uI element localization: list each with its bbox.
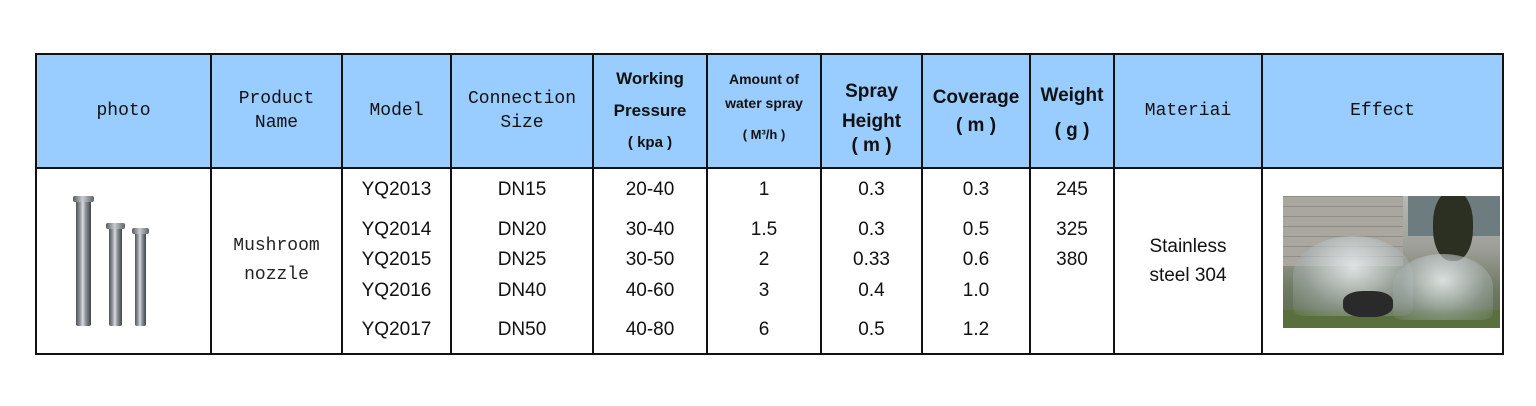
nozzle-large	[76, 200, 91, 326]
weight-value: 325	[1056, 219, 1088, 240]
weight-value: 245	[1056, 179, 1088, 200]
spray-value: 6	[758, 319, 770, 340]
model-value: YQ2013	[361, 179, 432, 200]
fountain-effect-photo	[1283, 196, 1500, 328]
nozzle-photo	[37, 169, 210, 353]
nozzle-medium	[109, 227, 122, 326]
model-value: YQ2014	[361, 219, 432, 240]
pressure-value: 20-40	[625, 179, 675, 200]
connection-value: DN40	[497, 280, 547, 301]
connection-value: DN50	[497, 319, 547, 340]
spray-value: 3	[758, 280, 770, 301]
header-coverage: Coverage ( m )	[922, 54, 1030, 168]
spec-table	[35, 53, 1504, 355]
coverage-value: 1.0	[962, 280, 990, 301]
spray-value: 1	[758, 179, 770, 200]
weight-value: 380	[1056, 249, 1088, 270]
coverage-value: 0.5	[962, 219, 990, 240]
effect-cell	[1262, 168, 1503, 354]
header-spray-height: Spray Height ( m )	[821, 54, 922, 168]
weight-column	[1030, 168, 1114, 354]
photo-cell	[36, 168, 211, 354]
model-column	[342, 168, 451, 354]
connection-value: DN25	[497, 249, 547, 270]
product-name-cell	[211, 168, 342, 354]
connection-column	[451, 168, 593, 354]
model-value: YQ2017	[361, 319, 432, 340]
height-column	[821, 168, 922, 354]
height-value: 0.5	[858, 319, 885, 340]
model-value: YQ2016	[361, 280, 432, 301]
material-cell	[1114, 168, 1262, 354]
pressure-value: 30-50	[625, 249, 675, 270]
model-value: YQ2015	[361, 249, 432, 270]
header-effect: Effect	[1262, 54, 1503, 168]
spray-value: 2	[758, 249, 770, 270]
connection-value: DN15	[497, 179, 547, 200]
coverage-value: 0.6	[962, 249, 990, 270]
connection-value: DN20	[497, 219, 547, 240]
nozzle-small	[135, 232, 146, 326]
header-product-name: Product Name	[211, 54, 342, 168]
coverage-column	[922, 168, 1030, 354]
material-line2: steel 304	[1149, 265, 1227, 286]
pressure-value: 40-80	[625, 319, 675, 340]
height-value: 0.4	[858, 280, 885, 301]
header-weight: Weight ( g )	[1030, 54, 1114, 168]
pressure-value: 40-60	[625, 280, 675, 301]
header-water-spray: Amount of water spray ( M³/h )	[707, 54, 821, 168]
header-photo: photo	[36, 54, 211, 168]
header-model: Model	[342, 54, 451, 168]
product-name-line2: nozzle	[244, 265, 309, 285]
coverage-value: 0.3	[962, 179, 990, 200]
spray-value: 1.5	[750, 219, 778, 240]
body-row	[36, 168, 1503, 354]
material-line1: Stainless	[1149, 236, 1227, 257]
product-name-line1: Mushroom	[233, 236, 320, 256]
height-value: 0.3	[858, 179, 885, 200]
header-working-pressure: Working Pressure ( kpa )	[593, 54, 707, 168]
header-row	[36, 54, 1503, 168]
header-connection-size: Connection Size	[451, 54, 593, 168]
pressure-column	[593, 168, 707, 354]
pressure-value: 30-40	[625, 219, 675, 240]
height-value: 0.3	[858, 219, 885, 240]
coverage-value: 1.2	[962, 319, 990, 340]
spray-column	[707, 168, 821, 354]
header-material: Materiai	[1114, 54, 1262, 168]
height-value: 0.33	[853, 249, 890, 270]
